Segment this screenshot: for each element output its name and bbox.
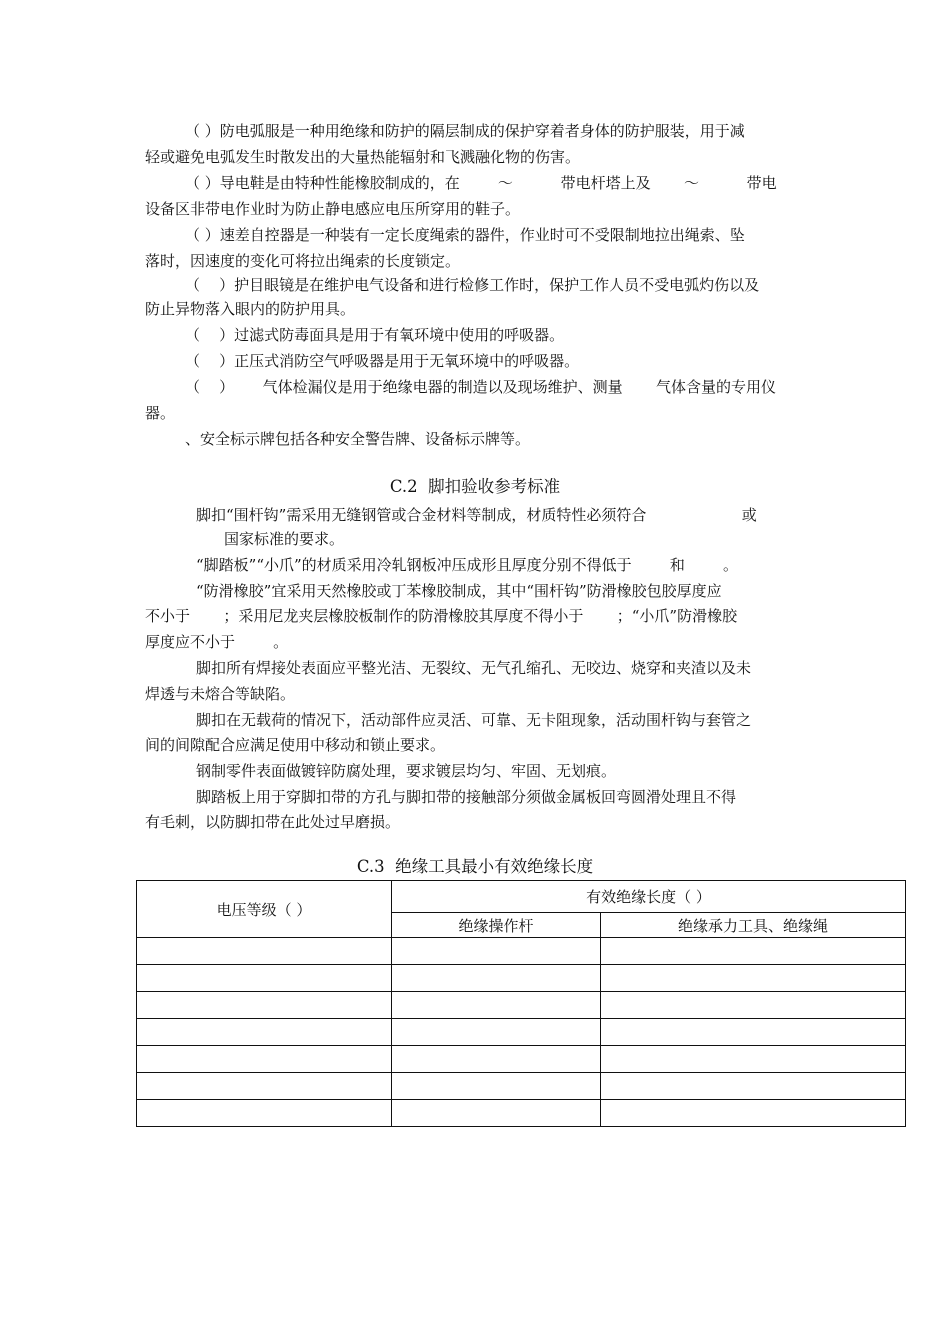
c1-line: （ ）防电弧服是一种用绝缘和防护的隔层制成的保护穿着者身体的防护服装，用于减 bbox=[185, 122, 745, 140]
table-cell bbox=[392, 992, 601, 1019]
c2-line: 不小于 ；采用尼龙夹层橡胶板制作的防滑橡胶其厚度不得小于 ；“小爪”防滑橡胶 bbox=[145, 607, 738, 625]
table-cell bbox=[601, 992, 906, 1019]
table-row bbox=[137, 938, 906, 965]
table-cell bbox=[137, 1100, 392, 1127]
table-cell bbox=[601, 1019, 906, 1046]
table-row bbox=[137, 1073, 906, 1100]
c1-line: （ ）护目眼镜是在维护电气设备和进行检修工作时，保护工作人员不受电弧灼伤以及 bbox=[185, 276, 760, 294]
c1-line: （ ）正压式消防空气呼吸器是用于无氧环境中的呼吸器。 bbox=[185, 352, 580, 370]
c1-line: （ ）导电鞋是由特种性能橡胶制成的，在 ～ 带电杆塔上及 ～ 带电 bbox=[185, 174, 777, 192]
table-cell bbox=[392, 1100, 601, 1127]
insulation-length-table bbox=[136, 880, 906, 1127]
table-cell bbox=[137, 1073, 392, 1100]
c2-line: “脚踏板”“小爪”的材质采用冷轧钢板冲压成形且厚度分别不得低于 和 。 bbox=[196, 556, 738, 574]
table-row bbox=[137, 1100, 906, 1127]
header-voltage-level: 电压等级（ ） bbox=[137, 881, 392, 938]
table-cell bbox=[601, 1100, 906, 1127]
c2-line: 脚扣在无载荷的情况下，活动部件应灵活、可靠、无卡阻现象，活动围杆钩与套管之 bbox=[196, 711, 752, 729]
table-row bbox=[137, 1046, 906, 1073]
header-effective-length: 有效绝缘长度（ ） bbox=[392, 881, 906, 913]
c2-line: 脚踏板上用于穿脚扣带的方孔与脚扣带的接触部分须做金属板回弯圆滑处理且不得 bbox=[196, 788, 737, 806]
table-cell bbox=[137, 1019, 392, 1046]
c1-line: 轻或避免电弧发生时散发出的大量热能辐射和飞溅融化物的伤害。 bbox=[145, 148, 581, 166]
table-cell bbox=[137, 965, 392, 992]
c2-line: “防滑橡胶”宜采用天然橡胶或丁苯橡胶制成，其中“围杆钩”防滑橡胶包胶厚度应 bbox=[196, 582, 722, 600]
c1-line: 防止异物落入眼内的防护用具。 bbox=[145, 300, 356, 318]
table-cell bbox=[137, 992, 392, 1019]
table-cell bbox=[601, 965, 906, 992]
c1-line: （ ） 气体检漏仪是用于绝缘电器的制造以及现场维护、测量 气体含量的专用仪 bbox=[185, 378, 777, 396]
c2-line: 厚度应不小于 。 bbox=[145, 633, 289, 651]
table-cell bbox=[601, 1073, 906, 1100]
table-cell bbox=[601, 938, 906, 965]
c1-line: 、安全标示牌包括各种安全警告牌、设备标示牌等。 bbox=[185, 430, 531, 448]
table-cell bbox=[392, 1019, 601, 1046]
c2-line: 国家标准的要求。 bbox=[224, 530, 345, 548]
table-cell bbox=[392, 1073, 601, 1100]
header-load-tools-rope: 绝缘承力工具、绝缘绳 bbox=[601, 913, 906, 938]
c1-line: 器。 bbox=[145, 404, 176, 422]
table-cell bbox=[601, 1046, 906, 1073]
c1-line: 落时，因速度的变化可将拉出绳索的长度锁定。 bbox=[145, 252, 461, 270]
header-insulating-rod: 绝缘操作杆 bbox=[392, 913, 601, 938]
c2-line: 间的间隙配合应满足使用中移动和锁止要求。 bbox=[145, 736, 446, 754]
c2-line: 有毛刺，以防脚扣带在此处过早磨损。 bbox=[145, 813, 401, 831]
table-cell bbox=[392, 938, 601, 965]
c2-line: 脚扣“围杆钩”需采用无缝钢管或合金材料等制成，材质特性必须符合 或 bbox=[196, 506, 757, 524]
table-cell bbox=[137, 1046, 392, 1073]
table-cell bbox=[392, 965, 601, 992]
c2-line: 钢制零件表面做镀锌防腐处理，要求镀层均匀、牢固、无划痕。 bbox=[196, 762, 617, 780]
table-row bbox=[137, 992, 906, 1019]
table-cell bbox=[137, 938, 392, 965]
table-cell bbox=[392, 1046, 601, 1073]
table-row bbox=[137, 965, 906, 992]
c1-line: （ ）速差自控器是一种装有一定长度绳索的器件，作业时可不受限制地拉出绳索、坠 bbox=[185, 226, 745, 244]
c2-line: 脚扣所有焊接处表面应平整光洁、无裂纹、无气孔缩孔、无咬边、烧穿和夹渣以及未 bbox=[196, 659, 752, 677]
table-row bbox=[137, 1019, 906, 1046]
c1-line: （ ）过滤式防毒面具是用于有氧环境中使用的呼吸器。 bbox=[185, 326, 565, 344]
section-c3-title: C.3 绝缘工具最小有效绝缘长度 bbox=[356, 857, 594, 876]
section-c2-title: C.2 脚扣验收参考标准 bbox=[389, 477, 561, 496]
c2-line: 焊透与未熔合等缺陷。 bbox=[145, 685, 296, 703]
c1-line: 设备区非带电作业时为防止静电感应电压所穿用的鞋子。 bbox=[145, 200, 521, 218]
